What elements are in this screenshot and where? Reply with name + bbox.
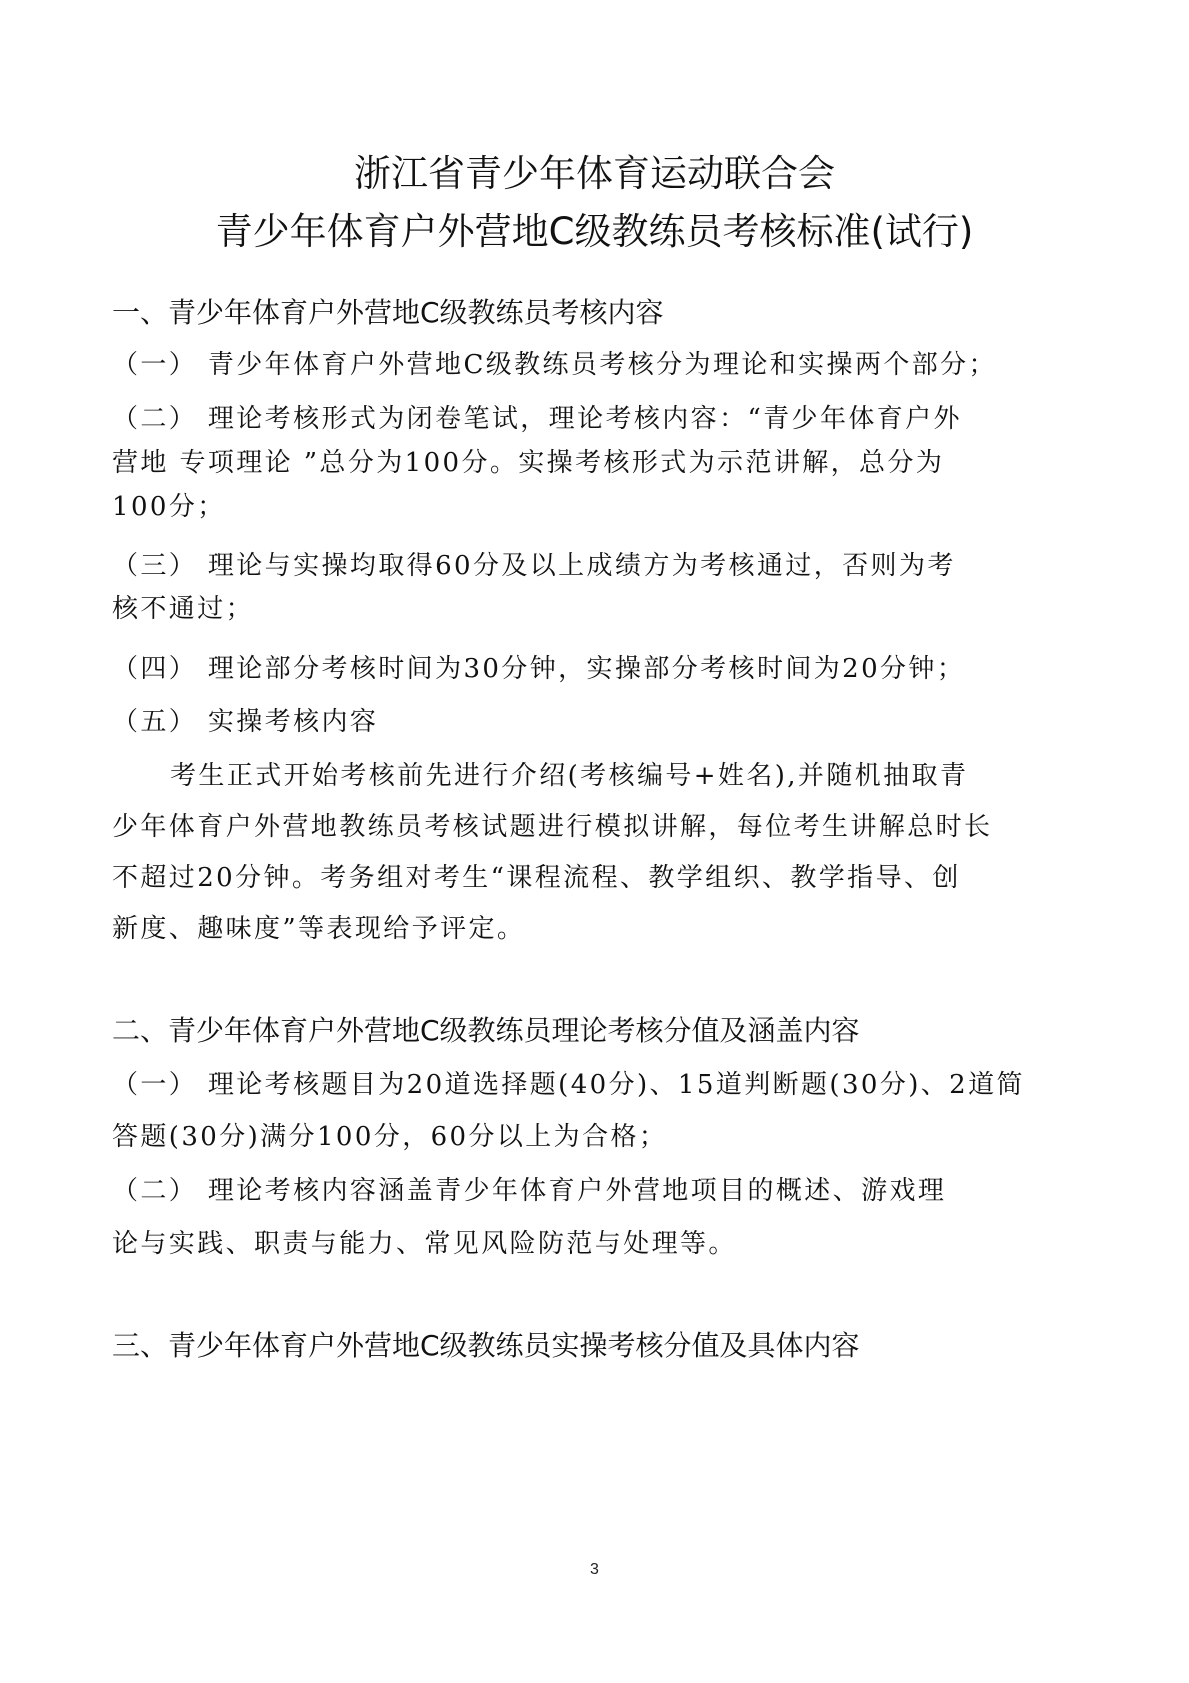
section-1-item-1: （一） 青少年体育户外营地C级教练员考核分为理论和实操两个部分； <box>112 350 997 380</box>
section-1-paragraph-line-1: 考生正式开始考核前先进行介绍(考核编号+姓名),并随机抽取青 <box>170 761 969 791</box>
section-1-item-3-line-2: 核不通过； <box>112 594 255 624</box>
section-1-heading: 一、青少年体育户外营地C级教练员考核内容 <box>112 296 664 329</box>
section-2-item-1-line-1: （一） 理论考核题目为20道选择题(40分)、15道判断题(30分)、2道简 <box>112 1070 1025 1100</box>
section-1-item-2-line-1: （二） 理论考核形式为闭卷笔试，理论考核内容：“青少年体育户外 <box>112 404 962 434</box>
section-1-item-3-line-1: （三） 理论与实操均取得60分及以上成绩方为考核通过，否则为考 <box>112 551 956 581</box>
section-1-item-4: （四） 理论部分考核时间为30分钟，实操部分考核时间为20分钟； <box>112 654 966 684</box>
section-2-heading: 二、青少年体育户外营地C级教练员理论考核分值及涵盖内容 <box>112 1014 860 1047</box>
section-2-item-2-line-1: （二） 理论考核内容涵盖青少年体育户外营地项目的概述、游戏理 <box>112 1176 947 1206</box>
section-1-paragraph-line-2: 少年体育户外营地教练员考核试题进行模拟讲解，每位考生讲解总时长 <box>112 812 993 842</box>
page-number: 3 <box>590 1561 599 1578</box>
section-1-paragraph-line-3: 不超过20分钟。考务组对考生“课程流程、教学组织、教学指导、创 <box>112 863 961 893</box>
document-title-line-2: 青少年体育户外营地C级教练员考核标准(试行) <box>215 210 974 253</box>
section-3-heading: 三、青少年体育户外营地C级教练员实操考核分值及具体内容 <box>112 1329 860 1362</box>
section-2-item-2-line-2: 论与实践、职责与能力、常见风险防范与处理等。 <box>112 1229 737 1259</box>
section-1-paragraph-line-4: 新度、趣味度”等表现给予评定。 <box>112 914 526 944</box>
section-1-item-2-line-2: 营地 专项理论 ”总分为100分。实操考核形式为示范讲解，总分为 <box>112 448 945 478</box>
section-1-item-5: （五） 实操考核内容 <box>112 707 379 737</box>
section-2-item-1-line-2: 答题(30分)满分100分，60分以上为合格； <box>112 1122 668 1152</box>
section-1-item-2-line-3: 100分； <box>112 492 226 522</box>
document-title-line-1: 浙江省青少年体育运动联合会 <box>354 152 835 195</box>
